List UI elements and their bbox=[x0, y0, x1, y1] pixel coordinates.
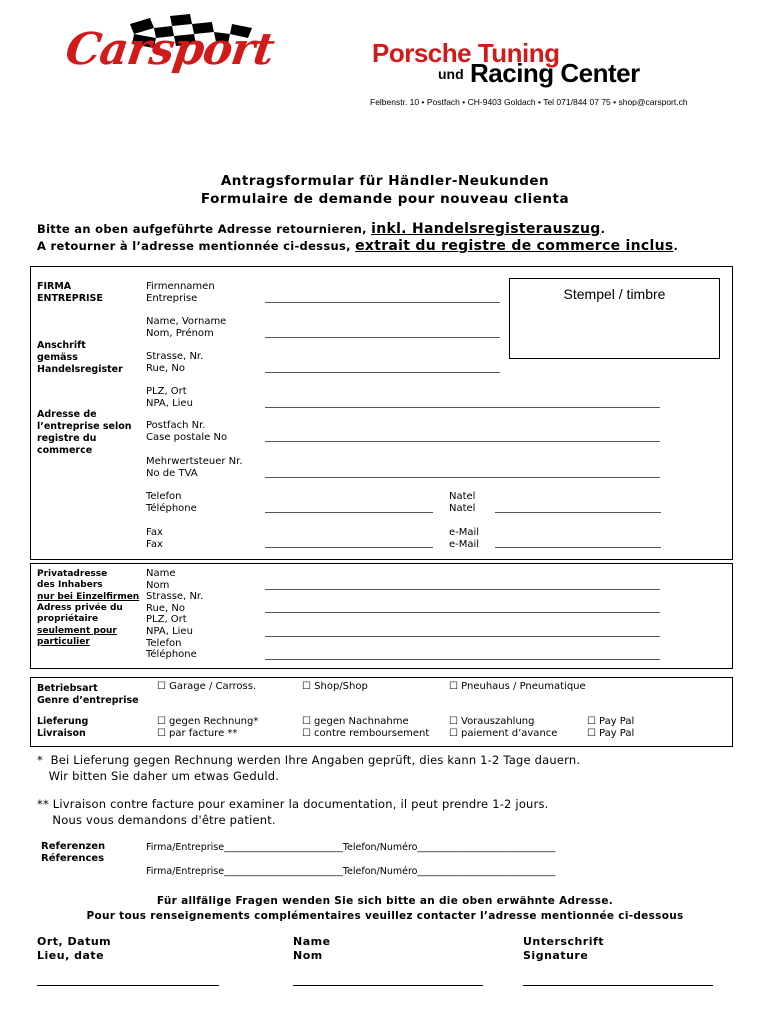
opt-rechnung-label: gegen Rechnung* par facture ** bbox=[169, 716, 259, 739]
strasse-field[interactable] bbox=[265, 372, 500, 373]
plz-label: PLZ, Ort NPA, Lieu bbox=[146, 386, 193, 409]
opt-voraus-label: Vorauszahlung paiement d’avance bbox=[461, 716, 558, 739]
opt-shop[interactable] bbox=[302, 681, 368, 693]
mwst-label: Mehrwertsteuer Nr. No de TVA bbox=[146, 456, 243, 479]
opt-voraus[interactable] bbox=[449, 716, 461, 740]
email-label: e-Mail e-Mail bbox=[449, 527, 480, 550]
ort-datum-field[interactable] bbox=[37, 985, 219, 986]
checkbox-icon[interactable]: ☐ ☐ bbox=[587, 716, 600, 739]
title-fr: Formulaire de demande pour nouveau clienta bbox=[200, 191, 570, 207]
signature-label: Unterschrift Signature bbox=[523, 935, 605, 962]
opt-nachnahme-label: gegen Nachnahme contre remboursement bbox=[314, 716, 430, 739]
private-label-4: seulement pour particulier bbox=[37, 626, 117, 647]
instruction-de-end: . bbox=[600, 222, 606, 236]
opt-garage[interactable] bbox=[157, 681, 256, 693]
checkbox-icon[interactable]: ☐ ☐ bbox=[157, 716, 170, 739]
firmenname-field[interactable] bbox=[265, 302, 500, 303]
checkbox-icon[interactable]: ☐ bbox=[449, 681, 462, 692]
stamp-box[interactable] bbox=[509, 278, 720, 359]
private-label-3: Adress privée du propriétaire bbox=[37, 603, 123, 624]
private-fields-labels: Name Nom Strasse, Nr. Rue, No PLZ, Ort NPA, Lieu Telefon Téléphone bbox=[146, 568, 204, 661]
telefon-label: Telefon Téléphone bbox=[146, 491, 197, 514]
instruction-de-text: Bitte an oben aufgeführte Adresse retournieren, bbox=[37, 222, 372, 236]
stamp-label: Stempel / timbre bbox=[563, 286, 666, 302]
checkbox-icon[interactable]: ☐ bbox=[157, 681, 170, 692]
opt-shop-label: Shop/Shop bbox=[314, 681, 368, 692]
opt-paypal-label: Pay Pal Pay Pal bbox=[599, 716, 635, 739]
lieferung-label: Lieferung Livraison bbox=[37, 716, 89, 739]
instruction-de-emph: inkl. Handelsregisterauszug bbox=[371, 221, 601, 237]
checkbox-icon[interactable]: ☐ ☐ bbox=[449, 716, 462, 739]
private-label-1: Privatadresse des Inhabers bbox=[37, 569, 108, 590]
opt-rechnung[interactable] bbox=[157, 716, 169, 740]
name-label: Name, Vorname Nom, Prénom bbox=[146, 316, 227, 339]
footer-line-1: Für allfälige Fragen wenden Sie sich bitte an die oben erwähnte Adresse. bbox=[156, 895, 614, 907]
instruction-de bbox=[37, 221, 605, 237]
private-telefon-field[interactable] bbox=[265, 659, 660, 660]
brand-und: und bbox=[438, 66, 464, 82]
anschrift-label: Anschrift gemäss Handelsregister bbox=[37, 340, 123, 375]
footer-line-2: Pour tous renseignements complémentaires veuillez contacter l’adresse mentionnée ci-dessous bbox=[86, 910, 684, 922]
opt-pneu[interactable] bbox=[449, 681, 586, 693]
opt-paypal[interactable] bbox=[587, 716, 599, 740]
company-address: Felbenstr. 10 • Postfach • CH-9403 Goldach • Tel 071/844 07 75 • shop@carsport.ch bbox=[370, 97, 688, 107]
ort-datum-label: Ort, Datum Lieu, date bbox=[37, 935, 112, 962]
plz-field[interactable] bbox=[265, 407, 660, 408]
mwst-field[interactable] bbox=[265, 477, 660, 478]
firma-label: FIRMA ENTREPRISE bbox=[37, 281, 103, 304]
reference-row-2[interactable]: Firma/Entreprise_________________________Telefon/Numéro_____________________________ bbox=[146, 866, 556, 877]
opt-garage-label: Garage / Carross. bbox=[169, 681, 257, 692]
signature-field[interactable] bbox=[523, 985, 713, 986]
firmenname-label: Firmennamen Entreprise bbox=[146, 281, 215, 304]
fax-label: Fax Fax bbox=[146, 527, 163, 550]
natel-label: Natel Natel bbox=[449, 491, 476, 514]
note-1: * Bei Lieferung gegen Rechnung werden Ihre Angaben geprüft, dies kann 1-2 Tage dauern. Wir bitten Sie daher um etwas Geduld. bbox=[37, 753, 581, 783]
name-label-footer: Name Nom bbox=[293, 935, 331, 962]
name-field[interactable] bbox=[265, 337, 500, 338]
checkbox-icon[interactable]: ☐ bbox=[302, 681, 315, 692]
instruction-fr-emph: extrait du registre de commerce inclus bbox=[355, 238, 674, 254]
checkbox-icon[interactable]: ☐ ☐ bbox=[302, 716, 315, 739]
references-label: Referenzen Réferences bbox=[41, 841, 106, 864]
brand-line-2: Racing Center bbox=[470, 58, 640, 88]
carsport-logo: Carsport bbox=[62, 24, 277, 75]
private-plz-field[interactable] bbox=[265, 636, 660, 637]
name-field-footer[interactable] bbox=[293, 985, 483, 986]
strasse-label: Strasse, Nr. Rue, No bbox=[146, 351, 204, 374]
instruction-fr-text: A retourner à l’adresse mentionnée ci-dessus, bbox=[37, 239, 356, 253]
telefon-field[interactable] bbox=[265, 512, 433, 513]
natel-field[interactable] bbox=[495, 512, 661, 513]
postfach-field[interactable] bbox=[265, 441, 660, 442]
brand-line-1: Porsche Tuning bbox=[372, 38, 560, 68]
private-section bbox=[30, 563, 733, 669]
title-de: Antragsformular für Händler-Neukunden bbox=[220, 173, 550, 189]
email-field[interactable] bbox=[495, 547, 661, 548]
private-name-field[interactable] bbox=[265, 589, 660, 590]
note-2: ** Livraison contre facture pour examiner la documentation, il peut prendre 1-2 jours. Nous vous demandons d'être patient. bbox=[37, 797, 549, 827]
fax-field[interactable] bbox=[265, 547, 433, 548]
private-label-2: nur bei Einzelfirmen bbox=[37, 592, 140, 602]
betriebsart-label: Betriebsart Genre d’entreprise bbox=[37, 683, 139, 706]
reference-row-1[interactable]: Firma/Entreprise_________________________Telefon/Numéro_____________________________ bbox=[146, 842, 556, 853]
instruction-fr-end: . bbox=[673, 239, 679, 253]
private-strasse-field[interactable] bbox=[265, 612, 660, 613]
instruction-fr bbox=[37, 238, 678, 254]
adresse-label: Adresse de l’entreprise selon registre du commerce bbox=[37, 409, 132, 456]
postfach-label: Postfach Nr. Case postale No bbox=[146, 420, 228, 443]
opt-nachnahme[interactable] bbox=[302, 716, 314, 740]
opt-pneu-label: Pneuhaus / Pneumatique bbox=[461, 681, 586, 692]
